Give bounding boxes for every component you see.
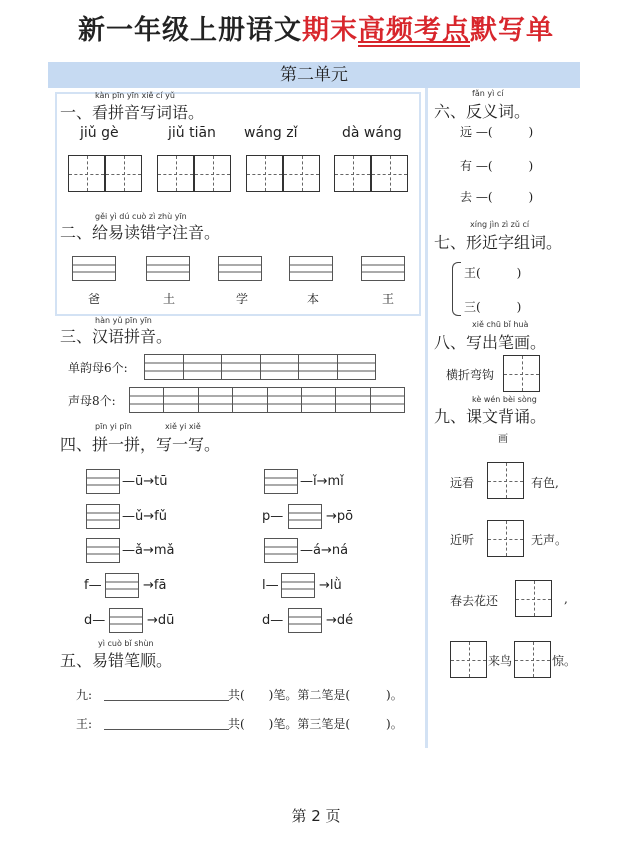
spell-result: →fā [143, 578, 167, 593]
char-label: 王 [382, 292, 395, 306]
column-divider [425, 88, 428, 748]
spell-prefix: l— [262, 578, 279, 593]
char-label: 本 [307, 292, 320, 306]
spell-prefix: f— [84, 578, 102, 593]
spell-box[interactable] [264, 538, 298, 563]
poem-text: 来鸟 [488, 654, 513, 668]
write-box-pair[interactable] [157, 155, 231, 192]
pinyin-hint: xíng jìn zì zǔ cí [470, 220, 530, 229]
section-2-title: 二、给易读错字注音。 [60, 223, 221, 242]
pinyin-word: wáng zǐ [244, 125, 298, 141]
pinyin-hint: kàn pīn yīn xiě cí yǔ [95, 91, 175, 100]
brace-icon [452, 262, 461, 316]
pinyin-hint: kè wén bèi sòng [472, 395, 537, 404]
write-box[interactable] [487, 520, 524, 557]
section-8-title: 八、写出笔画。 [434, 333, 547, 352]
title-red-underlined: 高频考点 [358, 15, 470, 46]
write-box[interactable] [515, 580, 552, 617]
pinyin-box[interactable] [72, 256, 116, 281]
title-black: 新一年级上册语文 [78, 15, 302, 46]
write-box[interactable] [503, 355, 540, 392]
pinyin-hint: yì cuò bǐ shùn [98, 639, 154, 648]
row-label: 九: [76, 688, 93, 702]
stroke-label: 横折弯钩 [446, 368, 495, 382]
row-label: 王: [76, 717, 93, 731]
antonym-item[interactable]: 有 —( ) [460, 159, 534, 173]
word-item[interactable]: 三( ) [464, 300, 522, 314]
write-box-pair[interactable] [246, 155, 320, 192]
spell-result: →dé [326, 613, 354, 628]
stroke-question: 共( )笔。第二笔是( )。 [228, 688, 403, 702]
poem-text: 无声。 [531, 533, 568, 547]
pinyin-box[interactable] [289, 256, 333, 281]
row-label: 单韵母6个: [68, 361, 128, 375]
poem-text: 惊。 [552, 654, 577, 668]
answer-line[interactable] [104, 715, 229, 730]
poem-text: 有色, [531, 476, 559, 490]
pinyin-hint: xiě chū bǐ huà [472, 320, 529, 329]
spell-box[interactable] [86, 469, 120, 494]
spell-prefix: p— [262, 509, 284, 524]
word-item[interactable]: 王( ) [464, 266, 522, 280]
write-box-pair[interactable] [68, 155, 142, 192]
spell-box[interactable] [86, 538, 120, 563]
poem-text: 近听 [450, 533, 475, 547]
char-label: 土 [163, 292, 176, 306]
poem-text: , [564, 592, 568, 606]
title-red-end: 默写单 [470, 15, 554, 46]
section-7-title: 七、形近字组词。 [434, 233, 563, 252]
spell-box[interactable] [86, 504, 120, 529]
spell-prefix: d— [262, 613, 284, 628]
spell-result: →pō [326, 509, 354, 524]
pinyin-hint: xiě yi xiě [165, 422, 201, 431]
pinyin-word: jiǔ tiān [168, 125, 216, 141]
section-5-title: 五、易错笔顺。 [60, 651, 173, 670]
row-label: 声母8个: [68, 394, 116, 408]
title-red: 期末 [302, 15, 358, 46]
section-9-title: 九、课文背诵。 [434, 407, 547, 426]
consonant-grid[interactable] [129, 387, 405, 413]
spell-result: —á→ná [300, 543, 349, 558]
spell-result: —ū→tū [122, 474, 168, 489]
antonym-item[interactable]: 远 —( ) [460, 125, 534, 139]
poem-text: 远看 [450, 476, 475, 490]
pinyin-word: dà wáng [342, 125, 402, 141]
section-3-title: 三、汉语拼音。 [60, 327, 173, 346]
write-box[interactable] [450, 641, 487, 678]
spell-box[interactable] [288, 608, 322, 633]
spell-result: —ǔ→fǔ [122, 509, 167, 524]
spell-result: →dū [147, 613, 175, 628]
pinyin-hint: hàn yǔ pīn yīn [95, 316, 152, 325]
section-1-title: 一、看拼音写词语。 [60, 103, 205, 122]
pinyin-box[interactable] [146, 256, 190, 281]
pinyin-hint: fǎn yì cí [472, 89, 504, 98]
worksheet-title [0, 8, 632, 47]
write-box[interactable] [487, 462, 524, 499]
spell-result: —ǐ→mǐ [300, 474, 344, 489]
char-label: 学 [236, 292, 249, 306]
poem-text: 春去花还 [450, 594, 499, 608]
poem-title: 画 [498, 434, 508, 445]
page-number: 第 2 页 [291, 807, 341, 825]
pinyin-hint: pīn yi pīn [95, 422, 132, 431]
spell-result: —ǎ→mǎ [122, 543, 175, 558]
spell-box[interactable] [288, 504, 322, 529]
spell-box[interactable] [281, 573, 315, 598]
pinyin-box[interactable] [361, 256, 405, 281]
stroke-question: 共( )笔。第三笔是( )。 [228, 717, 403, 731]
spell-box[interactable] [264, 469, 298, 494]
pinyin-box[interactable] [218, 256, 262, 281]
vowel-grid[interactable] [144, 354, 376, 380]
spell-result: →lǜ [319, 578, 342, 593]
char-label: 爸 [88, 292, 101, 306]
write-box[interactable] [514, 641, 551, 678]
spell-prefix: d— [84, 613, 106, 628]
spell-box[interactable] [105, 573, 139, 598]
write-box-pair[interactable] [334, 155, 408, 192]
section-6-title: 六、反义词。 [434, 102, 531, 121]
pinyin-hint: gěi yì dú cuò zì zhù yīn [95, 212, 187, 221]
antonym-item[interactable]: 去 —( ) [460, 190, 534, 204]
answer-line[interactable] [104, 686, 229, 701]
unit-banner: 第二单元 [48, 62, 580, 88]
section-4-title: 四、拼一拼，写一写。 [60, 435, 221, 454]
spell-box[interactable] [109, 608, 143, 633]
pinyin-word: jiǔ gè [80, 125, 119, 141]
